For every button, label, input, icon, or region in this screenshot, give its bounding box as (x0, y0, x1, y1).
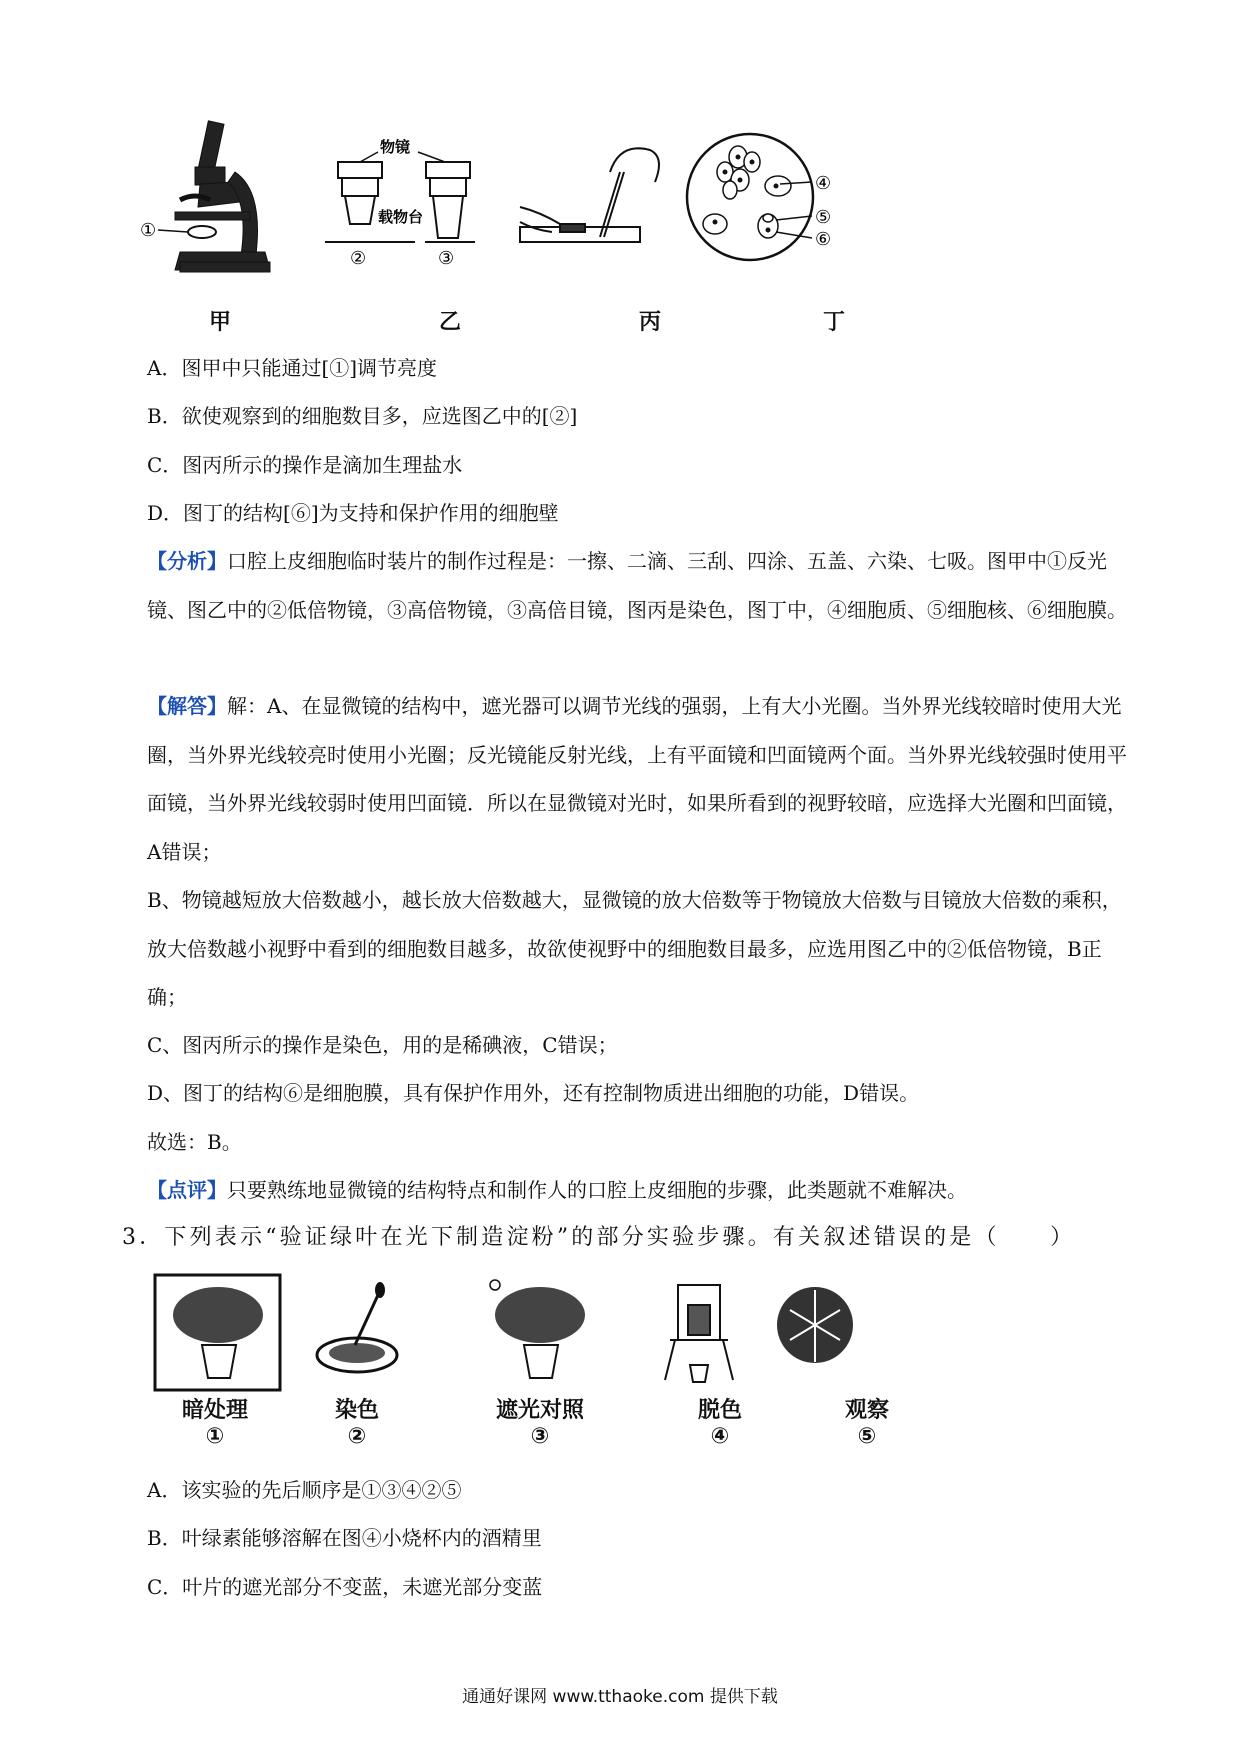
label-c2: ② (350, 248, 367, 269)
comment-text: 只要熟练地显微镜的结构特点和制作人的口腔上皮细胞的步骤，此类题就不难解决。 (227, 1178, 967, 1202)
shading-control-illustration (490, 1280, 585, 1378)
answer-text-a: 解：A、在显微镜的结构中，遮光器可以调节光线的强弱，上有大小光圈。当外界光线较暗时使用大光圈，当外界光线较亮时使用小光圈；反光镜能反射光线，上有平面镜和凹面镜两个面。当外界光线较强时使用平面镜，当外界光线较弱时使用凹面镜．所以在显微镜对光时，如果所看到的视野较暗，应选择大光圈和凹面镜，A错误； (147, 694, 1127, 864)
leaf-observation-illustration (777, 1287, 853, 1363)
label-c6: ⑥ (815, 229, 832, 250)
step2-label: 染色 (334, 1398, 379, 1423)
decolorization-illustration (665, 1285, 733, 1382)
q2-comment (147, 1166, 1132, 1215)
page-footer: 通通好课网 www.tthaoke.com 提供下载 (462, 1687, 778, 1707)
q3-option-a: A．该实验的先后顺序是①③④②⑤ (147, 1478, 462, 1502)
pointer-line (360, 152, 378, 162)
starch-steps-svg (150, 1270, 930, 1400)
q2-answer-d: D、图丁的结构⑥是细胞膜，具有保护作用外，还有控制物质进出细胞的功能，D错误。 (147, 1081, 920, 1105)
q3-option-b: B．叶绿素能够溶解在图④小烧杯内的酒精里 (147, 1526, 542, 1550)
q2-analysis (147, 537, 1132, 634)
caption-yi: 乙 (438, 310, 461, 335)
step3-num: ③ (530, 1424, 550, 1449)
step4-num: ④ (710, 1424, 730, 1449)
label-c3: ③ (438, 248, 455, 269)
q2-option-b: B．欲使观察到的细胞数目多，应选图乙中的[②] (147, 404, 578, 428)
label-c4: ④ (815, 173, 832, 194)
q2-answer (147, 682, 1132, 876)
pointer-line (418, 152, 445, 162)
step1-label: 暗处理 (181, 1398, 248, 1423)
q2-option-c: C．图丙所示的操作是滴加生理盐水 (147, 453, 463, 477)
step2-num: ② (347, 1424, 367, 1449)
caption-bing: 丙 (638, 310, 661, 335)
microscope-illustration (175, 121, 270, 272)
q3-option-c: C．叶片的遮光部分不变蓝，未遮光部分变蓝 (147, 1575, 543, 1599)
label-objective: 物镜 (380, 138, 411, 156)
caption-jia: 甲 (208, 310, 231, 335)
analysis-tag: 【分析】 (147, 549, 227, 573)
q2-answer-b: B、物镜越短放大倍数越小，越长放大倍数越大，显微镜的放大倍数等于物镜放大倍数与目镜放大倍数的乘积，放大倍数越小视野中看到的细胞数目越多，故欲使视野中的细胞数目最多，应选用图乙中的②低倍物镜，B正确； (147, 888, 1122, 1009)
dark-treatment-illustration (155, 1275, 280, 1390)
caption-ding: 丁 (822, 310, 845, 335)
q2-option-d: D．图丁的结构[⑥]为支持和保护作用的细胞壁 (147, 501, 559, 525)
figure-microscope-svg (140, 112, 1040, 342)
comment-tag: 【点评】 (147, 1178, 227, 1202)
figure-starch-experiment (150, 1270, 930, 1400)
q2-choice: 故选：B。 (147, 1130, 242, 1154)
label-stage: 载物台 (378, 208, 424, 226)
q2-option-a: A．图甲中只能通过[①]调节亮度 (147, 356, 438, 380)
step4-label: 脱色 (697, 1398, 742, 1423)
step5-label: 观察 (844, 1398, 889, 1423)
q2-answer-c: C、图丙所示的操作是染色，用的是稀碘液，C错误； (147, 1033, 618, 1057)
objective-lenses-illustration (338, 162, 470, 238)
answer-tag: 【解答】 (147, 694, 227, 718)
q3-stem: 3．下列表示“验证绿叶在光下制造淀粉”的部分实验步骤。有关叙述错误的是（ ） (122, 1225, 1076, 1250)
label-c5: ⑤ (815, 207, 832, 228)
pointer-line (158, 230, 188, 232)
step3-label: 遮光对照 (495, 1398, 584, 1423)
step5-num: ⑤ (857, 1424, 877, 1449)
staining-dish-illustration (317, 1282, 397, 1372)
cells-view-illustration (687, 134, 813, 260)
figure-microscope-panels (140, 112, 1040, 342)
step1-num: ① (205, 1424, 225, 1449)
staining-illustration (520, 148, 659, 242)
analysis-text: 口腔上皮细胞临时装片的制作过程是：一擦、二滴、三刮、四涂、五盖、六染、七吸。图甲中①反光镜、图乙中的②低倍物镜，③高倍物镜，③高倍目镜，图丙是染色，图丁中，④细胞质、⑤细胞核、⑥细胞膜。 (147, 549, 1127, 622)
label-c1: ① (140, 220, 157, 241)
